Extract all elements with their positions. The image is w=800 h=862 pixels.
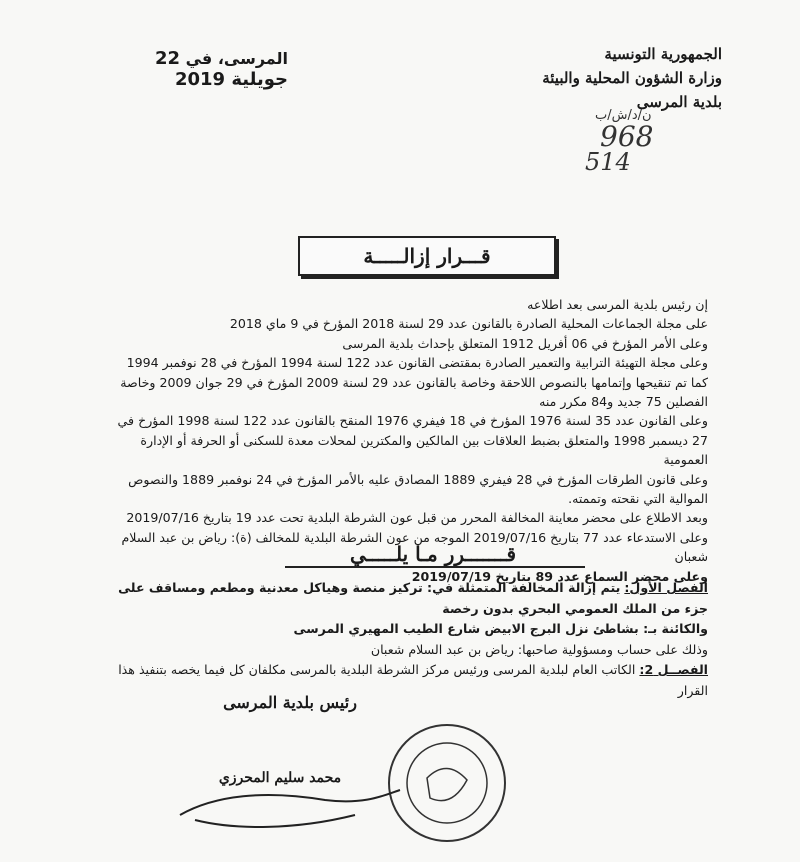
document-title: قـــرار إزالـــــة — [298, 236, 556, 276]
place-label: المرسى، في — [185, 49, 288, 68]
municipality-line: بلدية المرسى — [636, 93, 722, 111]
preamble-line: وعلى الأمر المؤرخ في 06 أفريل 1912 المتعلق بإحداث بلدية المرسى — [342, 335, 708, 351]
article-1-text: يتم إزالة المخالفة المتمثلة في: تركيز منصة وهياكل معدنية ومطعم ومساقف على جزء من الملك العمومي البحري بدون رخصة — [118, 580, 708, 616]
preamble-line: وبعد الاطلاع على محضر معاينة المخالفة المحرر من قبل عون الشرطة البلدية تحت عدد 19 بتاريخ 2019/07/16 — [126, 510, 708, 526]
article-2-label: الفصــل 2: — [639, 662, 708, 677]
decides-heading: قـــــــرر مـا يلـــــي — [349, 542, 516, 566]
ministry-line: وزارة الشؤون المحلية والبيئة — [542, 69, 722, 87]
place-date — [118, 48, 288, 90]
preamble-line: وعلى الاستدعاء عدد 77 بتاريخ 2019/07/16 الموجه من عون الشرطة البلدية للمخالف (ة): رياض بن عبد السلام شعبان — [121, 529, 708, 565]
article-2 — [100, 660, 708, 701]
signatory-name: محمد سليم المحرزي — [218, 770, 342, 786]
preamble-intro: إن رئيس بلدية المرسى بعد اطلاعه — [527, 297, 708, 312]
article-1 — [100, 578, 708, 619]
article-1-cost: وذلك على حساب ومسؤولية صاحبها: رياض بن عبد السلام شعبان — [370, 641, 708, 657]
republic-line: الجمهورية التونسية — [604, 45, 722, 63]
preamble-line: وعلى قانون الطرقات المؤرخ في 28 فيفري 1889 المصادق عليه بالأمر المؤرخ في 24 نوفمبر 1889 والنصوص الموالية التي نقحته وتممته. — [128, 471, 708, 507]
articles — [100, 578, 708, 701]
preamble-line: وعلى مجلة التهيئة الترابية والتعمير الصادرة بمقتضى القانون عدد 122 لسنة 1994 المؤرخ في 28 نوفمبر 1994 كما تم تنقيحها وإتمامها بالنصوص اللاحقة وخاصة بالقانون عدد 29 لسنة 2009 المؤرخ في 29 جوان 2009 وخاصة الفصلين 75 جديد و84 مكرر منه — [120, 355, 708, 410]
reference-number: 968 — [600, 120, 654, 153]
heading-underline — [285, 566, 585, 568]
reference-code: ن/د/ش/ب — [595, 108, 652, 123]
signatory-title: رئيس بلدية المرسى — [223, 693, 357, 712]
preamble-line: وعلى القانون عدد 35 لسنة 1976 المؤرخ في 18 فيفري 1976 المنقح بالقانون عدد 122 لسنة 1998 المؤرخ في 27 ديسمبر 1998 والمتعلق بضبط العلاقات بين المالكين والمكترين لمحلات معدة للسكنى أو الحرفة أو الإدارة العمومية — [117, 413, 708, 468]
preamble-line: على مجلة الجماعات المحلية الصادرة بالقانون عدد 29 لسنة 2018 المؤرخ في 9 ماي 2018 — [229, 316, 708, 332]
letterhead — [522, 42, 722, 114]
reference-number-2: 514 — [585, 148, 631, 176]
article-2-text: الكاتب العام لبلدية المرسى ورئيس مركز الشرطة البلدية بالمرسى مكلفان كل فيما يخصه بتنفيذ هذا القرار — [118, 662, 708, 698]
article-1-location: والكائنة بـ: بشاطئ نزل البرج الابيض شارع الطيب المهيري المرسى — [293, 621, 708, 636]
preamble-line: وعلى محضر السماع عدد 89 بتاريخ 2019/07/19 — [411, 568, 708, 584]
document-date: 22 جويلية 2019 — [154, 48, 288, 90]
article-1-label: الفصل الأول: — [624, 580, 708, 595]
